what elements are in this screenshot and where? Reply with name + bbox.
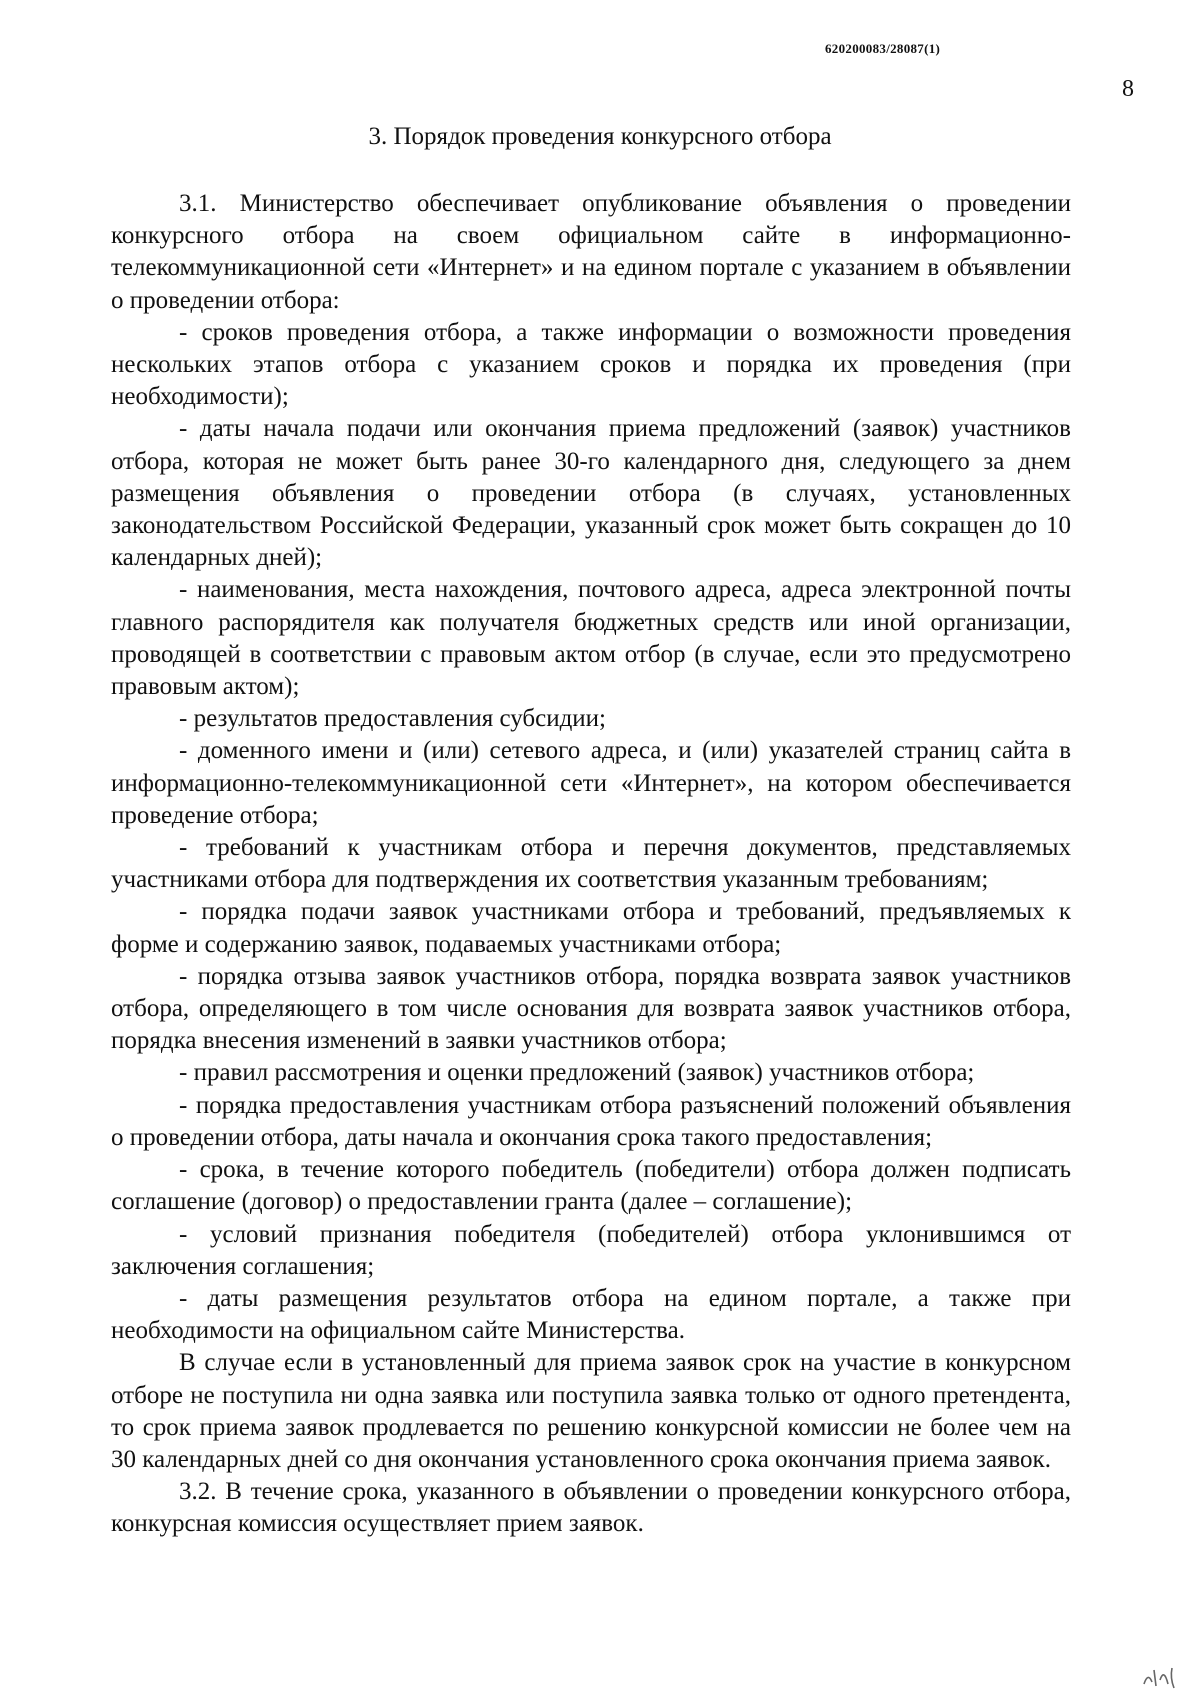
list-item: - порядка предоставления участникам отбора разъяснений положений объявления о проведении отбора, даты начала и окончания срока такого предоставления; [111, 1091, 1071, 1151]
section-title: 3. Порядок проведения конкурсного отбора [368, 123, 832, 150]
list-item: - условий признания победителя (победителей) отбора уклонившимся от заключения соглашения; [111, 1220, 1071, 1280]
list-item: - требований к участникам отбора и перечня документов, представляемых участниками отбора для подтверждения их соответствия указанным требованиям; [111, 834, 1071, 894]
page-number: 8 [1122, 76, 1134, 102]
list-item: - порядка подачи заявок участниками отбора и требований, предъявляемых к форме и содержанию заявок, подаваемых участниками отбора; [111, 898, 1071, 958]
document-body [111, 188, 1071, 1541]
list-item: - сроков проведения отбора, а также информации о возможности проведения нескольких этапов отбора с указанием сроков и порядка их проведения (при необходимости); [111, 318, 1071, 411]
list-item: - порядка отзыва заявок участников отбора, порядка возврата заявок участников отбора, определяющего в том числе основания для возврата заявок участников отбора, порядка внесения изменений в заявки участников отбора; [111, 962, 1071, 1055]
document-id: 620200083/28087(1) [825, 41, 941, 56]
list-item: - срока, в течение которого победитель (победители) отбора должен подписать соглашение (договор) о предоставлении гранта (далее – соглашение); [111, 1156, 1071, 1216]
list-item: - даты начала подачи или окончания приема предложений (заявок) участников отбора, которая не может быть ранее 30-го календарного дня, следующего за днем размещения объявления о проведении отбора (в случаях, установленных законодательством Российской Федерации, указанный срок может быть сокращен до 10 календарных дней); [111, 415, 1071, 572]
list-item: - даты размещения результатов отбора на едином портале, а также при необходимости на официальном сайте Министерства. [111, 1284, 1071, 1345]
handwritten-mark [1140, 1662, 1180, 1690]
list-item: - правил рассмотрения и оценки предложений (заявок) участников отбора; [179, 1059, 975, 1087]
list-item: - результатов предоставления субсидии; [179, 705, 607, 733]
list-item: - наименования, места нахождения, почтового адреса, адреса электронной почты главного распорядителя как получателя бюджетных средств или иной организации, проводящей в соответствии с правовым актом отбор (в случае, если это предусмотрено правовым актом); [111, 576, 1071, 701]
paragraph: 3.1. Министерство обеспечивает опубликование объявления о проведении конкурсного отбора на своем официальном сайте в информационно-телекоммуникационной сети «Интернет» и на едином портале с указанием в объявлении о проведении отбора: [111, 190, 1071, 314]
paragraph: В случае если в установленный для приема заявок срок на участие в конкурсном отборе не поступила ни одна заявка или поступила заявка только от одного претендента, то срок приема заявок продлевается по решению конкурсной комиссии не более чем на 30 календарных дней со дня окончания установленного срока окончания приема заявок. [111, 1349, 1071, 1473]
list-item: - доменного имени и (или) сетевого адреса, и (или) указателей страниц сайта в информационно-телекоммуникационной сети «Интернет», на котором обеспечивается проведение отбора; [111, 737, 1071, 829]
paragraph: 3.2. В течение срока, указанного в объявлении о проведении конкурсного отбора, конкурсная комиссия осуществляет прием заявок. [111, 1478, 1071, 1538]
